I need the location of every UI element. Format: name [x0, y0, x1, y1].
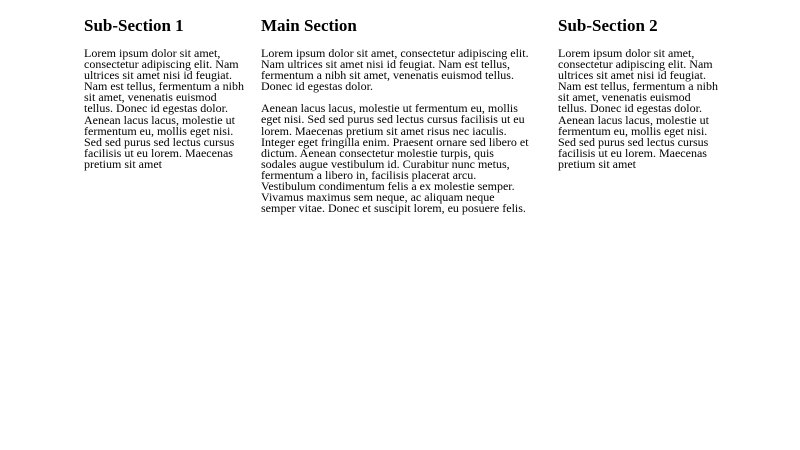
main-section-title: Main Section [261, 16, 357, 35]
sub-section-2 [558, 0, 720, 170]
sub-section-1-paragraph: Lorem ipsum dolor sit amet, consectetur adipiscing elit. Nam ultrices sit amet nisi id feugiat. Nam est tellus, fermentum a nibh sit amet, venenatis euismod tellus. Donec id egestas dolor. Aenean lacus lacus, molestie ut fermentum eu, mollis eget nisi. Sed sed purus sed lectus cursus facilisis ut eu lorem. Maecenas pretium sit amet [84, 46, 244, 171]
main-section [261, 0, 529, 214]
sub-section-2-title: Sub-Section 2 [558, 16, 658, 35]
sub-section-1 [84, 0, 246, 170]
main-section-paragraph-2: Aenean lacus lacus, molestie ut fermentum eu, mollis eget nisi. Sed sed purus sed lectus cursus facilisis ut eu lorem. Maecenas pretium sit amet risus nec iaculis. Integer eget fringilla enim. Praesent ornare sed libero et dictum. Aenean consectetur molestie turpis, quis sodales augue vestibulum id. Curabitur nunc metus, fermentum a libero in, facilisis placerat arcu. Vestibulum condimentum felis a ex molestie semper. Vivamus maximus sem neque, ac aliquam neque semper vitae. Donec et suscipit lorem, eu posuere felis. [261, 101, 529, 216]
main-section-paragraph-1: Lorem ipsum dolor sit amet, consectetur adipiscing elit. Nam ultrices sit amet nisi id feugiat. Nam est tellus, fermentum a nibh sit amet, venenatis euismod tellus. Donec id egestas dolor. [261, 46, 529, 94]
sub-section-1-title: Sub-Section 1 [84, 16, 184, 35]
sub-section-2-paragraph: Lorem ipsum dolor sit amet, consectetur adipiscing elit. Nam ultrices sit amet nisi id feugiat. Nam est tellus, fermentum a nibh sit amet, venenatis euismod tellus. Donec id egestas dolor. Aenean lacus lacus, molestie ut fermentum eu, mollis eget nisi. Sed sed purus sed lectus cursus facilisis ut eu lorem. Maecenas pretium sit amet [558, 46, 718, 171]
